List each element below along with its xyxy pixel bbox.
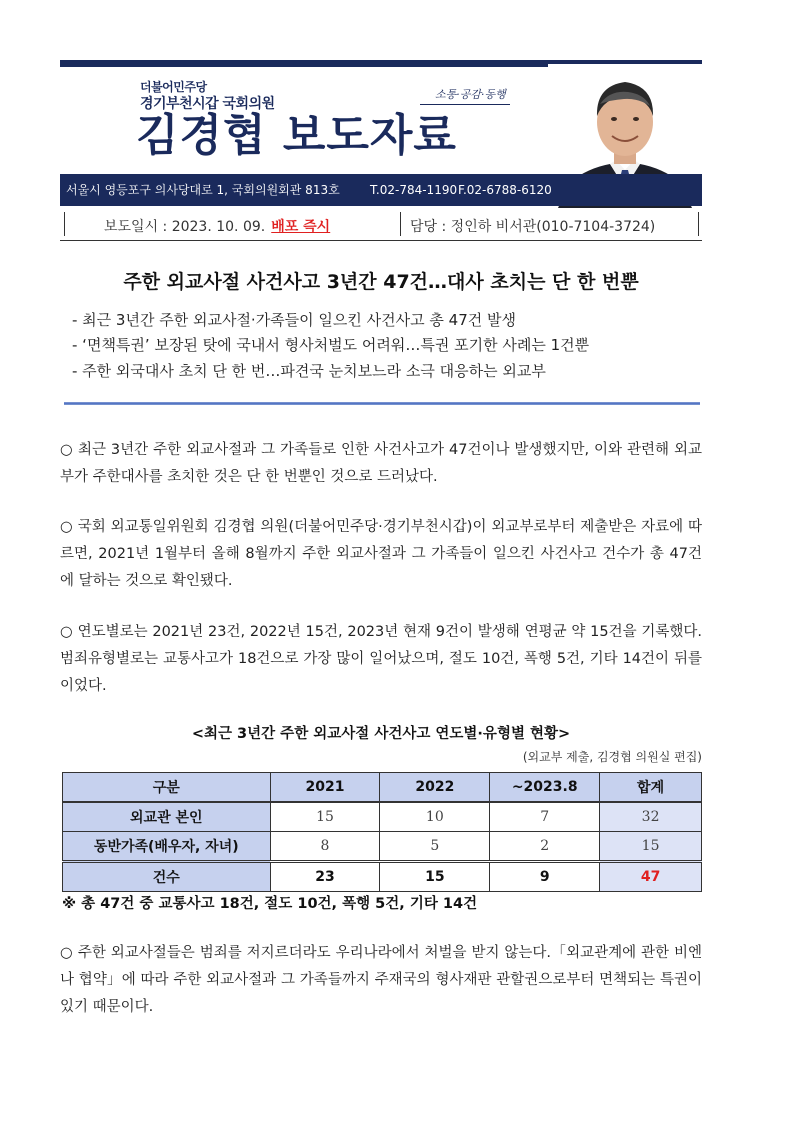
body-paragraph: ○ 연도별로는 2021년 23건, 2022년 15건, 2023년 현재 9건이 발생해 연평균 약 15건을 기록했다. 범죄유형별로는 교통사고가 18건으로 가장 많이 일어났으며, 절도 10건, 폭행 5건, 기타 14건이 뒤를 이었다.: [60, 624, 702, 694]
incident-table: [62, 772, 702, 892]
subhead: - 최근 3년간 주한 외교사절·가족들이 일으킨 사건사고 총 47건 발생: [72, 311, 516, 329]
office-fax: F.02-6788-6120: [458, 183, 552, 197]
table-header: 구분: [63, 773, 271, 803]
office-phone: T.02-784-1190: [370, 183, 458, 197]
table-cell: 9: [490, 862, 600, 892]
body-paragraph: ○ 최근 3년간 주한 외교사절과 그 가족들로 인한 사건사고가 47건이나 발생했지만, 이와 관련해 외교부가 주한대사를 초치한 것은 단 한 번뿐인 것으로 드러났다.: [60, 442, 702, 485]
table-title: <최근 3년간 주한 외교사절 사건사고 연도별·유형별 현황>: [191, 726, 571, 742]
table-grand-total: 47: [600, 862, 702, 892]
subhead: - ‘면책특권’ 보장된 탓에 국내서 형사처벌도 어려워…특권 포기한 사례는 1건뿐: [72, 336, 590, 354]
subhead: - 주한 외국대사 초치 단 한 번…파견국 눈치보느라 소극 대응하는 외교부: [72, 362, 546, 380]
table-cell-total: 15: [600, 832, 702, 862]
office-address: 서울시 영등포구 의사당대로 1, 국회의원회관 813호: [66, 183, 340, 197]
release-status: 배포 즉시: [271, 219, 331, 235]
table-cell: 5: [380, 832, 490, 862]
contact-person: 담당 : 정인하 비서관(010-7104-3724): [410, 219, 656, 235]
body-paragraph: ○ 주한 외교사절들은 범죄를 저지르더라도 우리나라에서 처벌을 받지 않는다.「외교관계에 관한 비엔나 협약」에 따라 주한 외교사절과 그 가족들까지 주재국의 형사재판 관할권으로부터 면책되는 특권이 있기 때문이다.: [60, 945, 702, 1015]
body-paragraph: ○ 국회 외교통일위원회 김경협 의원(더불어민주당·경기부천시갑)이 외교부로부터 제출받은 자료에 따르면, 2021년 1월부터 올해 8월까지 주한 외교사절과 그 가족들이 일으킨 사건사고 건수가 총 47건에 달하는 것으로 확인됐다.: [60, 519, 702, 589]
info-divider-right: [698, 212, 699, 236]
headline: 주한 외교사절 사건사고 3년간 47건…대사 초치는 단 한 번뿐: [123, 271, 639, 293]
table-header: ~2023.8: [490, 773, 600, 803]
table-cell: 2: [490, 832, 600, 862]
table-header: 2022: [380, 773, 490, 803]
address-bar: [60, 174, 702, 206]
section-divider: [64, 402, 700, 405]
table-note: ※ 총 47건 중 교통사고 18건, 절도 10건, 폭행 5건, 기타 14건: [62, 896, 478, 912]
info-divider-mid: [400, 212, 401, 236]
table-row: [63, 832, 702, 862]
release-date-label: 보도일시 : 2023. 10. 09.: [104, 219, 266, 235]
table-row-label: 외교관 본인: [63, 802, 271, 832]
table-cell: 15: [270, 802, 380, 832]
table-cell: 7: [490, 802, 600, 832]
table-cell-total: 32: [600, 802, 702, 832]
info-divider-left: [64, 212, 65, 236]
party-name: 더불어민주당: [140, 80, 207, 94]
table-row: [63, 802, 702, 832]
table-header-row: [63, 773, 702, 803]
slogan-underline: [420, 104, 510, 105]
table-source: (외교부 제출, 김경협 의원실 편집): [522, 750, 702, 764]
release-info-row: [60, 208, 702, 241]
table-cell: 10: [380, 802, 490, 832]
table-row-label: 건수: [63, 862, 271, 892]
table-row-label: 동반가족(배우자, 자녀): [63, 832, 271, 862]
slogan: 소통·공감·동행: [435, 88, 506, 101]
table-header: 2021: [270, 773, 380, 803]
release-date: [104, 216, 330, 236]
table-total-row: [63, 862, 702, 892]
table-cell: 8: [270, 832, 380, 862]
table-header: 합계: [600, 773, 702, 803]
table-cell: 23: [270, 862, 380, 892]
table-cell: 15: [380, 862, 490, 892]
press-release-title: 김경협 보도자료: [136, 110, 457, 161]
district-title: 경기부천시갑 국회의원: [140, 96, 275, 112]
